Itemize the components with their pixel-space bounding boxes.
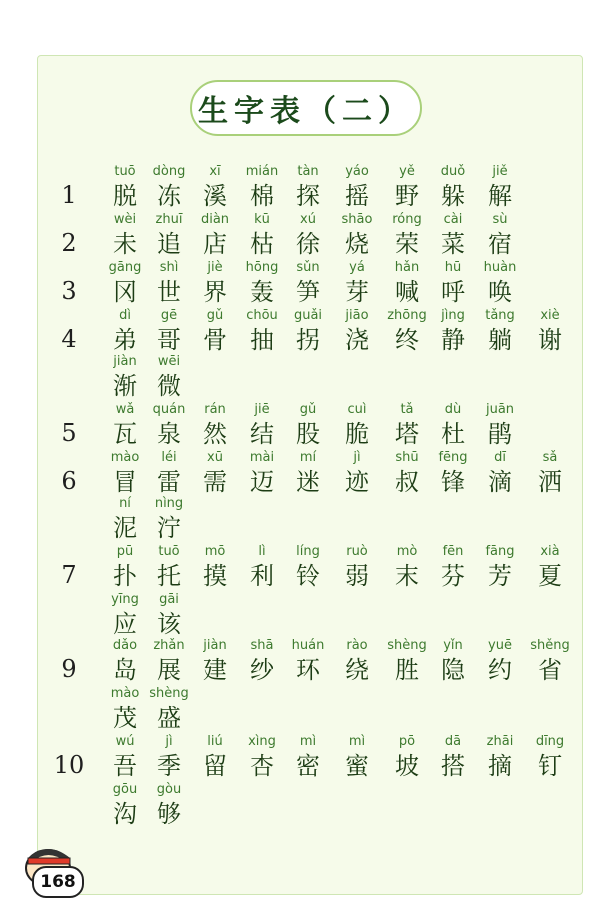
pinyin-label: diàn <box>200 212 230 227</box>
pinyin-label: xī <box>209 164 221 179</box>
pinyin-label: jìng <box>441 308 465 323</box>
hanzi-character: 摇 <box>345 182 369 210</box>
pinyin-label: yīng <box>111 592 139 607</box>
pinyin-label: tuō <box>158 544 180 559</box>
pinyin-label: mì <box>299 734 317 749</box>
lesson-number: 4 <box>61 325 77 353</box>
pinyin-label: duǒ <box>440 164 466 179</box>
pinyin-label: fēng <box>438 450 468 465</box>
pinyin-label: dī <box>494 450 506 465</box>
pinyin-label: sǎ <box>542 450 558 465</box>
character-cell <box>521 637 579 685</box>
pinyin-label: yě <box>399 164 415 179</box>
pinyin-label: róng <box>392 212 422 227</box>
hanzi-character: 锋 <box>441 468 465 496</box>
pinyin-label: tǎ <box>400 402 414 417</box>
pinyin-label: sǔn <box>296 260 320 275</box>
character-cell <box>471 259 529 307</box>
hanzi-character: 冒 <box>113 468 137 496</box>
hanzi-character: 追 <box>157 230 181 258</box>
hanzi-character: 静 <box>441 326 465 354</box>
hanzi-character: 泉 <box>157 420 181 448</box>
pinyin-label: quán <box>152 402 186 417</box>
hanzi-character: 隐 <box>441 656 465 684</box>
hanzi-character: 扑 <box>113 562 137 590</box>
pinyin-label: shèng <box>149 686 189 701</box>
lesson-number: 2 <box>61 229 77 257</box>
pinyin-label: léi <box>161 450 177 465</box>
hanzi-character: 烧 <box>345 230 369 258</box>
pinyin-label: yǐn <box>443 638 463 653</box>
pinyin-label: jiē <box>254 402 270 417</box>
hanzi-character: 枯 <box>250 230 274 258</box>
pinyin-label: mào <box>110 686 140 701</box>
hanzi-character: 轰 <box>250 278 274 306</box>
hanzi-character: 棉 <box>250 182 274 210</box>
pinyin-label: yá <box>349 260 365 275</box>
pinyin-label: zhuī <box>155 212 183 227</box>
pinyin-label: ní <box>119 496 131 511</box>
pinyin-label: wēi <box>157 354 181 369</box>
pinyin-label: xú <box>300 212 316 227</box>
hanzi-character: 吾 <box>113 752 137 780</box>
hanzi-character: 塔 <box>395 420 419 448</box>
pinyin-label: fēn <box>442 544 464 559</box>
hanzi-character: 躺 <box>488 326 512 354</box>
hanzi-character: 利 <box>250 562 274 590</box>
character-cell <box>521 449 579 497</box>
hanzi-character: 芬 <box>441 562 465 590</box>
hanzi-character: 迈 <box>250 468 274 496</box>
hanzi-character: 泥 <box>113 514 137 542</box>
lesson-number: 5 <box>61 419 77 447</box>
character-cell <box>140 495 198 543</box>
hanzi-character: 雷 <box>157 468 181 496</box>
hanzi-character: 钉 <box>538 752 562 780</box>
hanzi-character: 终 <box>395 326 419 354</box>
lesson-number: 7 <box>61 561 77 589</box>
pinyin-label: rán <box>204 402 226 417</box>
pinyin-label: shèng <box>387 638 427 653</box>
hanzi-character: 夏 <box>538 562 562 590</box>
hanzi-character: 洒 <box>538 468 562 496</box>
hanzi-character: 哥 <box>157 326 181 354</box>
hanzi-character: 徐 <box>296 230 320 258</box>
pinyin-label: gē <box>160 308 178 323</box>
pinyin-label: tàn <box>297 164 319 179</box>
table-row <box>0 449 600 497</box>
pinyin-label: cuì <box>347 402 367 417</box>
table-row <box>0 353 600 401</box>
lesson-number: 10 <box>53 751 85 779</box>
lesson-number: 9 <box>61 655 77 683</box>
pinyin-label: mài <box>249 450 275 465</box>
pinyin-label: jì <box>353 450 361 465</box>
hanzi-character: 脱 <box>113 182 137 210</box>
character-cell <box>471 211 529 259</box>
hanzi-character: 迷 <box>296 468 320 496</box>
pinyin-label: gǔ <box>206 308 224 323</box>
pinyin-label: wèi <box>113 212 137 227</box>
pinyin-label: jiāo <box>345 308 369 323</box>
pinyin-label: zhāi <box>486 734 514 749</box>
character-cell <box>140 591 198 639</box>
hanzi-character: 拐 <box>296 326 320 354</box>
pinyin-label: jiě <box>492 164 508 179</box>
hanzi-character: 岛 <box>113 656 137 684</box>
pinyin-label: ruò <box>346 544 368 559</box>
hanzi-character: 需 <box>203 468 227 496</box>
table-row <box>0 637 600 685</box>
pinyin-label: shū <box>395 450 419 465</box>
hanzi-character: 冈 <box>113 278 137 306</box>
hanzi-character: 唤 <box>488 278 512 306</box>
pinyin-label: yáo <box>345 164 369 179</box>
hanzi-character: 溪 <box>203 182 227 210</box>
hanzi-character: 搭 <box>441 752 465 780</box>
hanzi-character: 呼 <box>441 278 465 306</box>
pinyin-label: líng <box>296 544 320 559</box>
pinyin-label: jiàn <box>113 354 137 369</box>
hanzi-character: 微 <box>157 372 181 400</box>
hanzi-character: 铃 <box>296 562 320 590</box>
character-cell <box>521 733 579 781</box>
pinyin-label: rào <box>346 638 368 653</box>
pinyin-label: nìng <box>154 496 184 511</box>
hanzi-character: 纱 <box>250 656 274 684</box>
hanzi-character: 骨 <box>203 326 227 354</box>
hanzi-character: 野 <box>395 182 419 210</box>
hanzi-character: 摸 <box>203 562 227 590</box>
table-row <box>0 781 600 829</box>
pinyin-label: zhǎn <box>153 638 185 653</box>
hanzi-character: 摘 <box>488 752 512 780</box>
pinyin-label: hǎn <box>394 260 420 275</box>
hanzi-character: 展 <box>157 656 181 684</box>
hanzi-character: 沟 <box>113 800 137 828</box>
hanzi-character: 杏 <box>250 752 274 780</box>
hanzi-character: 笋 <box>296 278 320 306</box>
hanzi-character: 冻 <box>157 182 181 210</box>
lesson-number: 3 <box>61 277 77 305</box>
hanzi-character: 环 <box>296 656 320 684</box>
pinyin-label: jiàn <box>203 638 227 653</box>
table-row <box>0 259 600 307</box>
page-number: 168 <box>32 866 84 898</box>
pinyin-label: gāng <box>108 260 142 275</box>
lesson-number: 6 <box>61 467 77 495</box>
hanzi-character: 留 <box>203 752 227 780</box>
hanzi-character: 喊 <box>395 278 419 306</box>
pinyin-label: wǎ <box>115 402 135 417</box>
table-row <box>0 685 600 733</box>
hanzi-character: 应 <box>113 610 137 638</box>
hanzi-character: 杜 <box>441 420 465 448</box>
hanzi-character: 坡 <box>395 752 419 780</box>
pinyin-label: mō <box>204 544 226 559</box>
pinyin-label: chōu <box>246 308 278 323</box>
character-cell <box>521 543 579 591</box>
hanzi-character: 股 <box>296 420 320 448</box>
hanzi-character: 芳 <box>488 562 512 590</box>
hanzi-character: 密 <box>296 752 320 780</box>
pinyin-label: tǎng <box>485 308 515 323</box>
pinyin-label: dòng <box>152 164 186 179</box>
pinyin-label: wú <box>115 734 135 749</box>
hanzi-character: 约 <box>488 656 512 684</box>
pinyin-label: gōu <box>112 782 138 797</box>
hanzi-character: 抽 <box>250 326 274 354</box>
pinyin-label: gāi <box>159 592 179 607</box>
hanzi-character: 浇 <box>345 326 369 354</box>
hanzi-character: 泞 <box>157 514 181 542</box>
table-row <box>0 211 600 259</box>
pinyin-label: hū <box>444 260 462 275</box>
pinyin-label: dīng <box>535 734 565 749</box>
hanzi-character: 省 <box>538 656 562 684</box>
table-row <box>0 401 600 449</box>
hanzi-character: 托 <box>157 562 181 590</box>
hanzi-character: 迹 <box>345 468 369 496</box>
pinyin-label: kū <box>254 212 270 227</box>
pinyin-label: yuē <box>488 638 512 653</box>
pinyin-label: shā <box>250 638 274 653</box>
pinyin-label: shěng <box>530 638 570 653</box>
hanzi-character: 菜 <box>441 230 465 258</box>
hanzi-character: 荣 <box>395 230 419 258</box>
character-cell <box>521 307 579 355</box>
lesson-number: 1 <box>61 181 77 209</box>
hanzi-character: 建 <box>203 656 227 684</box>
hanzi-character: 鹃 <box>488 420 512 448</box>
pinyin-label: mò <box>396 544 418 559</box>
hanzi-character: 界 <box>203 278 227 306</box>
pinyin-label: mí <box>299 450 317 465</box>
hanzi-character: 胜 <box>395 656 419 684</box>
hanzi-character: 叔 <box>395 468 419 496</box>
pinyin-label: cài <box>443 212 463 227</box>
pinyin-label: tuō <box>114 164 136 179</box>
hanzi-character: 弱 <box>345 562 369 590</box>
hanzi-character: 未 <box>113 230 137 258</box>
pinyin-label: pō <box>398 734 416 749</box>
hanzi-character: 季 <box>157 752 181 780</box>
table-row <box>0 591 600 639</box>
pinyin-label: zhōng <box>387 308 427 323</box>
character-cell <box>140 353 198 401</box>
hanzi-character: 探 <box>296 182 320 210</box>
hanzi-character: 脆 <box>345 420 369 448</box>
hanzi-character: 然 <box>203 420 227 448</box>
hanzi-character: 躲 <box>441 182 465 210</box>
pinyin-label: mián <box>245 164 279 179</box>
pinyin-label: shāo <box>341 212 373 227</box>
hanzi-character: 末 <box>395 562 419 590</box>
pinyin-label: xià <box>540 544 560 559</box>
hanzi-character: 够 <box>157 800 181 828</box>
hanzi-character: 宿 <box>488 230 512 258</box>
pinyin-label: sù <box>492 212 508 227</box>
table-row <box>0 543 600 591</box>
hanzi-character: 弟 <box>113 326 137 354</box>
hanzi-character: 茂 <box>113 704 137 732</box>
pinyin-label: gòu <box>156 782 182 797</box>
pinyin-label: dǎo <box>112 638 138 653</box>
table-row <box>0 307 600 355</box>
pinyin-label: liú <box>207 734 223 749</box>
pinyin-label: jiè <box>207 260 223 275</box>
hanzi-character: 渐 <box>113 372 137 400</box>
hanzi-character: 瓦 <box>113 420 137 448</box>
pinyin-label: shì <box>159 260 179 275</box>
pinyin-label: xū <box>207 450 223 465</box>
hanzi-character: 谢 <box>538 326 562 354</box>
pinyin-label: dì <box>119 308 131 323</box>
pinyin-label: juān <box>485 402 515 417</box>
hanzi-character: 店 <box>203 230 227 258</box>
hanzi-character: 绕 <box>345 656 369 684</box>
hanzi-character: 盛 <box>157 704 181 732</box>
pinyin-label: hōng <box>245 260 279 275</box>
character-cell <box>140 685 198 733</box>
hanzi-character: 该 <box>157 610 181 638</box>
pinyin-label: huàn <box>483 260 517 275</box>
character-cell <box>471 401 529 449</box>
pinyin-label: jì <box>165 734 173 749</box>
character-cell <box>140 781 198 829</box>
pinyin-label: pū <box>116 544 134 559</box>
hanzi-character: 蜜 <box>345 752 369 780</box>
pinyin-label: xìng <box>248 734 276 749</box>
character-cell <box>471 163 529 211</box>
pinyin-label: huán <box>291 638 325 653</box>
pinyin-label: gǔ <box>299 402 317 417</box>
pinyin-label: mì <box>348 734 366 749</box>
hanzi-character: 世 <box>157 278 181 306</box>
hanzi-character: 解 <box>488 182 512 210</box>
hanzi-character: 结 <box>250 420 274 448</box>
pinyin-label: xiè <box>540 308 560 323</box>
pinyin-label: fāng <box>485 544 515 559</box>
pinyin-label: lì <box>258 544 266 559</box>
pinyin-label: dù <box>444 402 462 417</box>
pinyin-label: dā <box>444 734 462 749</box>
table-row <box>0 495 600 543</box>
table-row <box>0 733 600 781</box>
hanzi-character: 芽 <box>345 278 369 306</box>
page-title: 生字表（二） <box>190 80 422 136</box>
pinyin-label: mào <box>110 450 140 465</box>
pinyin-label: guǎi <box>293 308 323 323</box>
hanzi-character: 滴 <box>488 468 512 496</box>
table-row <box>0 163 600 211</box>
